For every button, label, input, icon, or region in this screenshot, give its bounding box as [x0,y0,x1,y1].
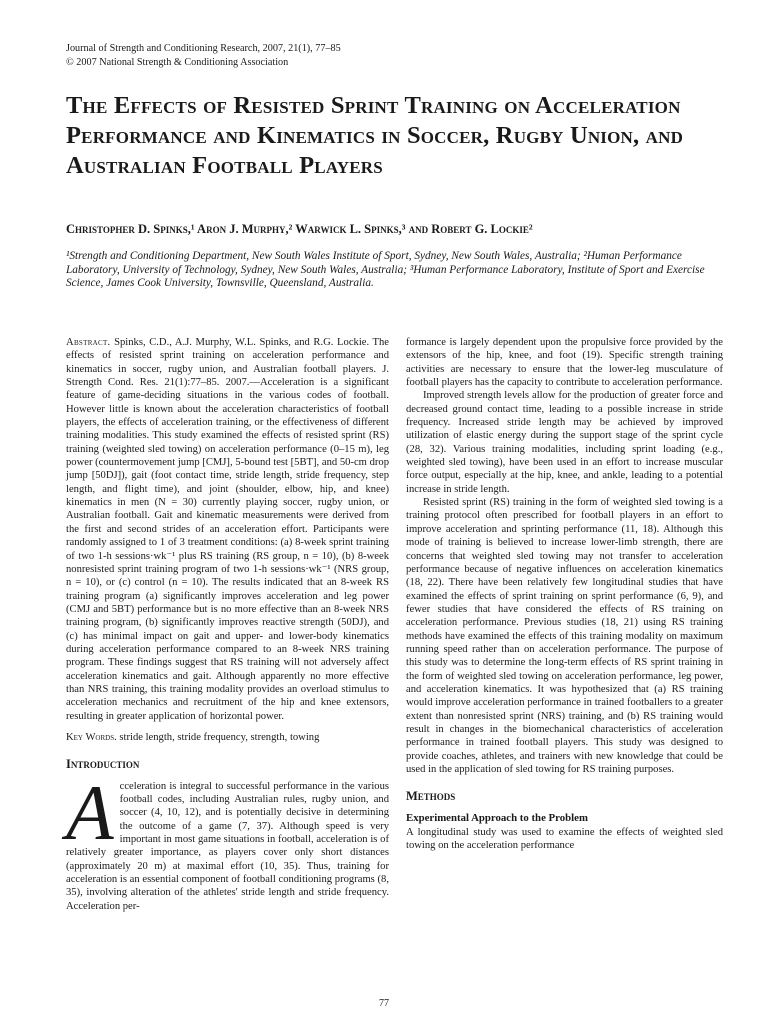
keywords-text: stride length, stride frequency, strength, towing [116,731,320,743]
introduction-heading: Introduction [66,757,140,772]
abstract-label: Abstract. [66,337,111,348]
article-title: The Effects of Resisted Sprint Training on Acceleration Performance and Kinematics in Soccer, Rugby Union, and Australian Football Players [66,92,684,179]
introduction-text: cceleration is integral to successful performance in the various football codes, including Australian rules, rugby union, and soccer (4, 10, 12), and is potentially decisive in determining the outcome of a game (7, 37). Although speed is very important in most game situations in football, acceleration is of relatively greater importance, as players cover only short distances (approximately 20 m) at maximal effort (10, 35). Thus, training for acceleration is an essential component of football conditioning programs (8, 35), involving alteration of the athletes' stride length and stride frequency. Acceleration per- [66,780,389,912]
subsection-heading: Experimental Approach to the Problem [406,811,588,824]
author-list: Christopher D. Spinks,¹ Aron J. Murphy,² Warwick L. Spinks,³ and Robert G. Lockie² [66,222,533,236]
journal-copyright: © 2007 National Strength & Conditioning Association [66,57,289,68]
keywords [66,731,389,744]
keywords-label: Key Words. [66,731,117,743]
journal-citation: Journal of Strength and Conditioning Research, 2007, 21(1), 77–85 [66,43,341,54]
paragraph-2: Improved strength levels allow for the production of greater force and decreased ground contact time, leading to a possible increase in stride frequency. Increased stride length may be achieved by improved utilization of elastic energy during the support stage of the sprint cycle (28, 32). Various training modalities, including sprint loading (e.g., weighted sled towing), have been used in an effort to increase muscular force output, especially at the hip, knee, and ankle, leading to a potential increase in stride length. [406,390,723,495]
abstract-text: Spinks, C.D., A.J. Murphy, W.L. Spinks, and R.G. Lockie. The effects of resisted sprint training on acceleration performance and kinematics in soccer, rugby union, and Australian football players. J. Strength Cond. Res. 21(1):77–85. 2007.—Acceleration is a significant feature of game-deciding situations in the various codes of football. However little is known about the acceleration characteristics of football players, the effects of acceleration training, or the effectiveness of different training modalities. This study examined the effects of resisted sprint (RS) training (weighted sled towing) on acceleration performance (0–15 m), leg power (countermovement jump [CMJ], 5-bound test [5BT], and 50-cm drop jump [50DJ]), gait (foot contact time, stride length, stride frequency, step length, and flight time), and joint (shoulder, elbow, hip, and knee) kinematics in men (N = 30) currently playing soccer, rugby union, or Australian football. Gait and kinematic measurements were derived from the first and second strides of an acceleration effort. Participants were randomly assigned to 1 of 3 treatment conditions: (a) 8-week sprint training of two 1-h sessions·wk⁻¹ plus RS training (RS group, n = 10), (b) 8-week nonresisted sprint training program of two 1-h sessions·wk⁻¹ (NRS group, n = 10), or (c) control (n = 10). The results indicated that an 8-week RS training program (a) significantly improves acceleration and leg power (CMJ and 5BT) performance but is no more effective than an 8-week NRS training program, (b) significantly improves reactive strength (50DJ), and (c) has minimal impact on gait and upper- and lower-body kinematics during acceleration performance compared to an 8-week NRS training program. These findings suggest that RS training will not adversely affect acceleration kinematics and gait. Although apparently no more effective than NRS training, this training modality provides an overload stimulus to acceleration mechanics and recruitment of the hip and knee extensors, resulting in greater application of horizontal power. [66,337,389,722]
journal-header [66,42,341,70]
right-column [406,336,723,853]
methods-heading: Methods [406,789,456,804]
abstract [66,336,389,723]
paragraph-1: formance is largely dependent upon the propulsive force provided by the extensors of the hip, knee, and foot (19). Specific strength training activities are necessary to ensure that the lower-leg musculature of football players has the capacity to contribute to acceleration performance. [406,337,723,389]
introduction-paragraph [66,768,389,913]
affiliations: ¹Strength and Conditioning Department, New South Wales Institute of Sport, Sydney, New South Wales, Australia; ²Human Performance Laboratory, University of Technology, Sydney, New South Wales, Australia; ³Human Performance Laboratory, Institute of Sport and Exercise Science, James Cook University, Townsville, Queensland, Australia. [66,250,705,289]
drop-cap: A [66,768,114,856]
page-number: 77 [379,998,389,1009]
left-column [66,336,389,913]
paragraph-4: A longitudinal study was used to examine the effects of weighted sled towing on the acceleration performance [406,827,723,852]
paragraph-3: Resisted sprint (RS) training in the form of weighted sled towing is a training protocol often prescribed for football players in an effort to improve acceleration and sprinting performance (11, 18). Although this mode of training is believed to increase lower-limb strength, there are concerns that weighted sled towing may not transfer to acceleration performance because of negative influences on acceleration kinematics (18, 22). There have been relatively few longitudinal studies that have examined the effects of sprint training on sprint performance (6, 9), and fewer studies that have considered the effects of RS training on acceleration performance. Previous studies (18, 21) using RS training methods have examined the effects of this training modality on maximum running speed rather than on acceleration performance. The purpose of this study was to determine the long-term effects of RS sprint training in the form of weighted sled towing on acceleration performance, leg power, and acceleration kinematics. It was hypothesized that (a) RS training would improve acceleration performance in trained footballers to a greater extent than nonresisted sprint (NRS) training, and (b) RS training would result in changes in the biomechanical characteristics of acceleration performance in trained football players. This study was designed to provide coaches, athletes, and trainers with new knowledge that could be used in the application of sled towing for RS training purposes. [406,497,723,775]
